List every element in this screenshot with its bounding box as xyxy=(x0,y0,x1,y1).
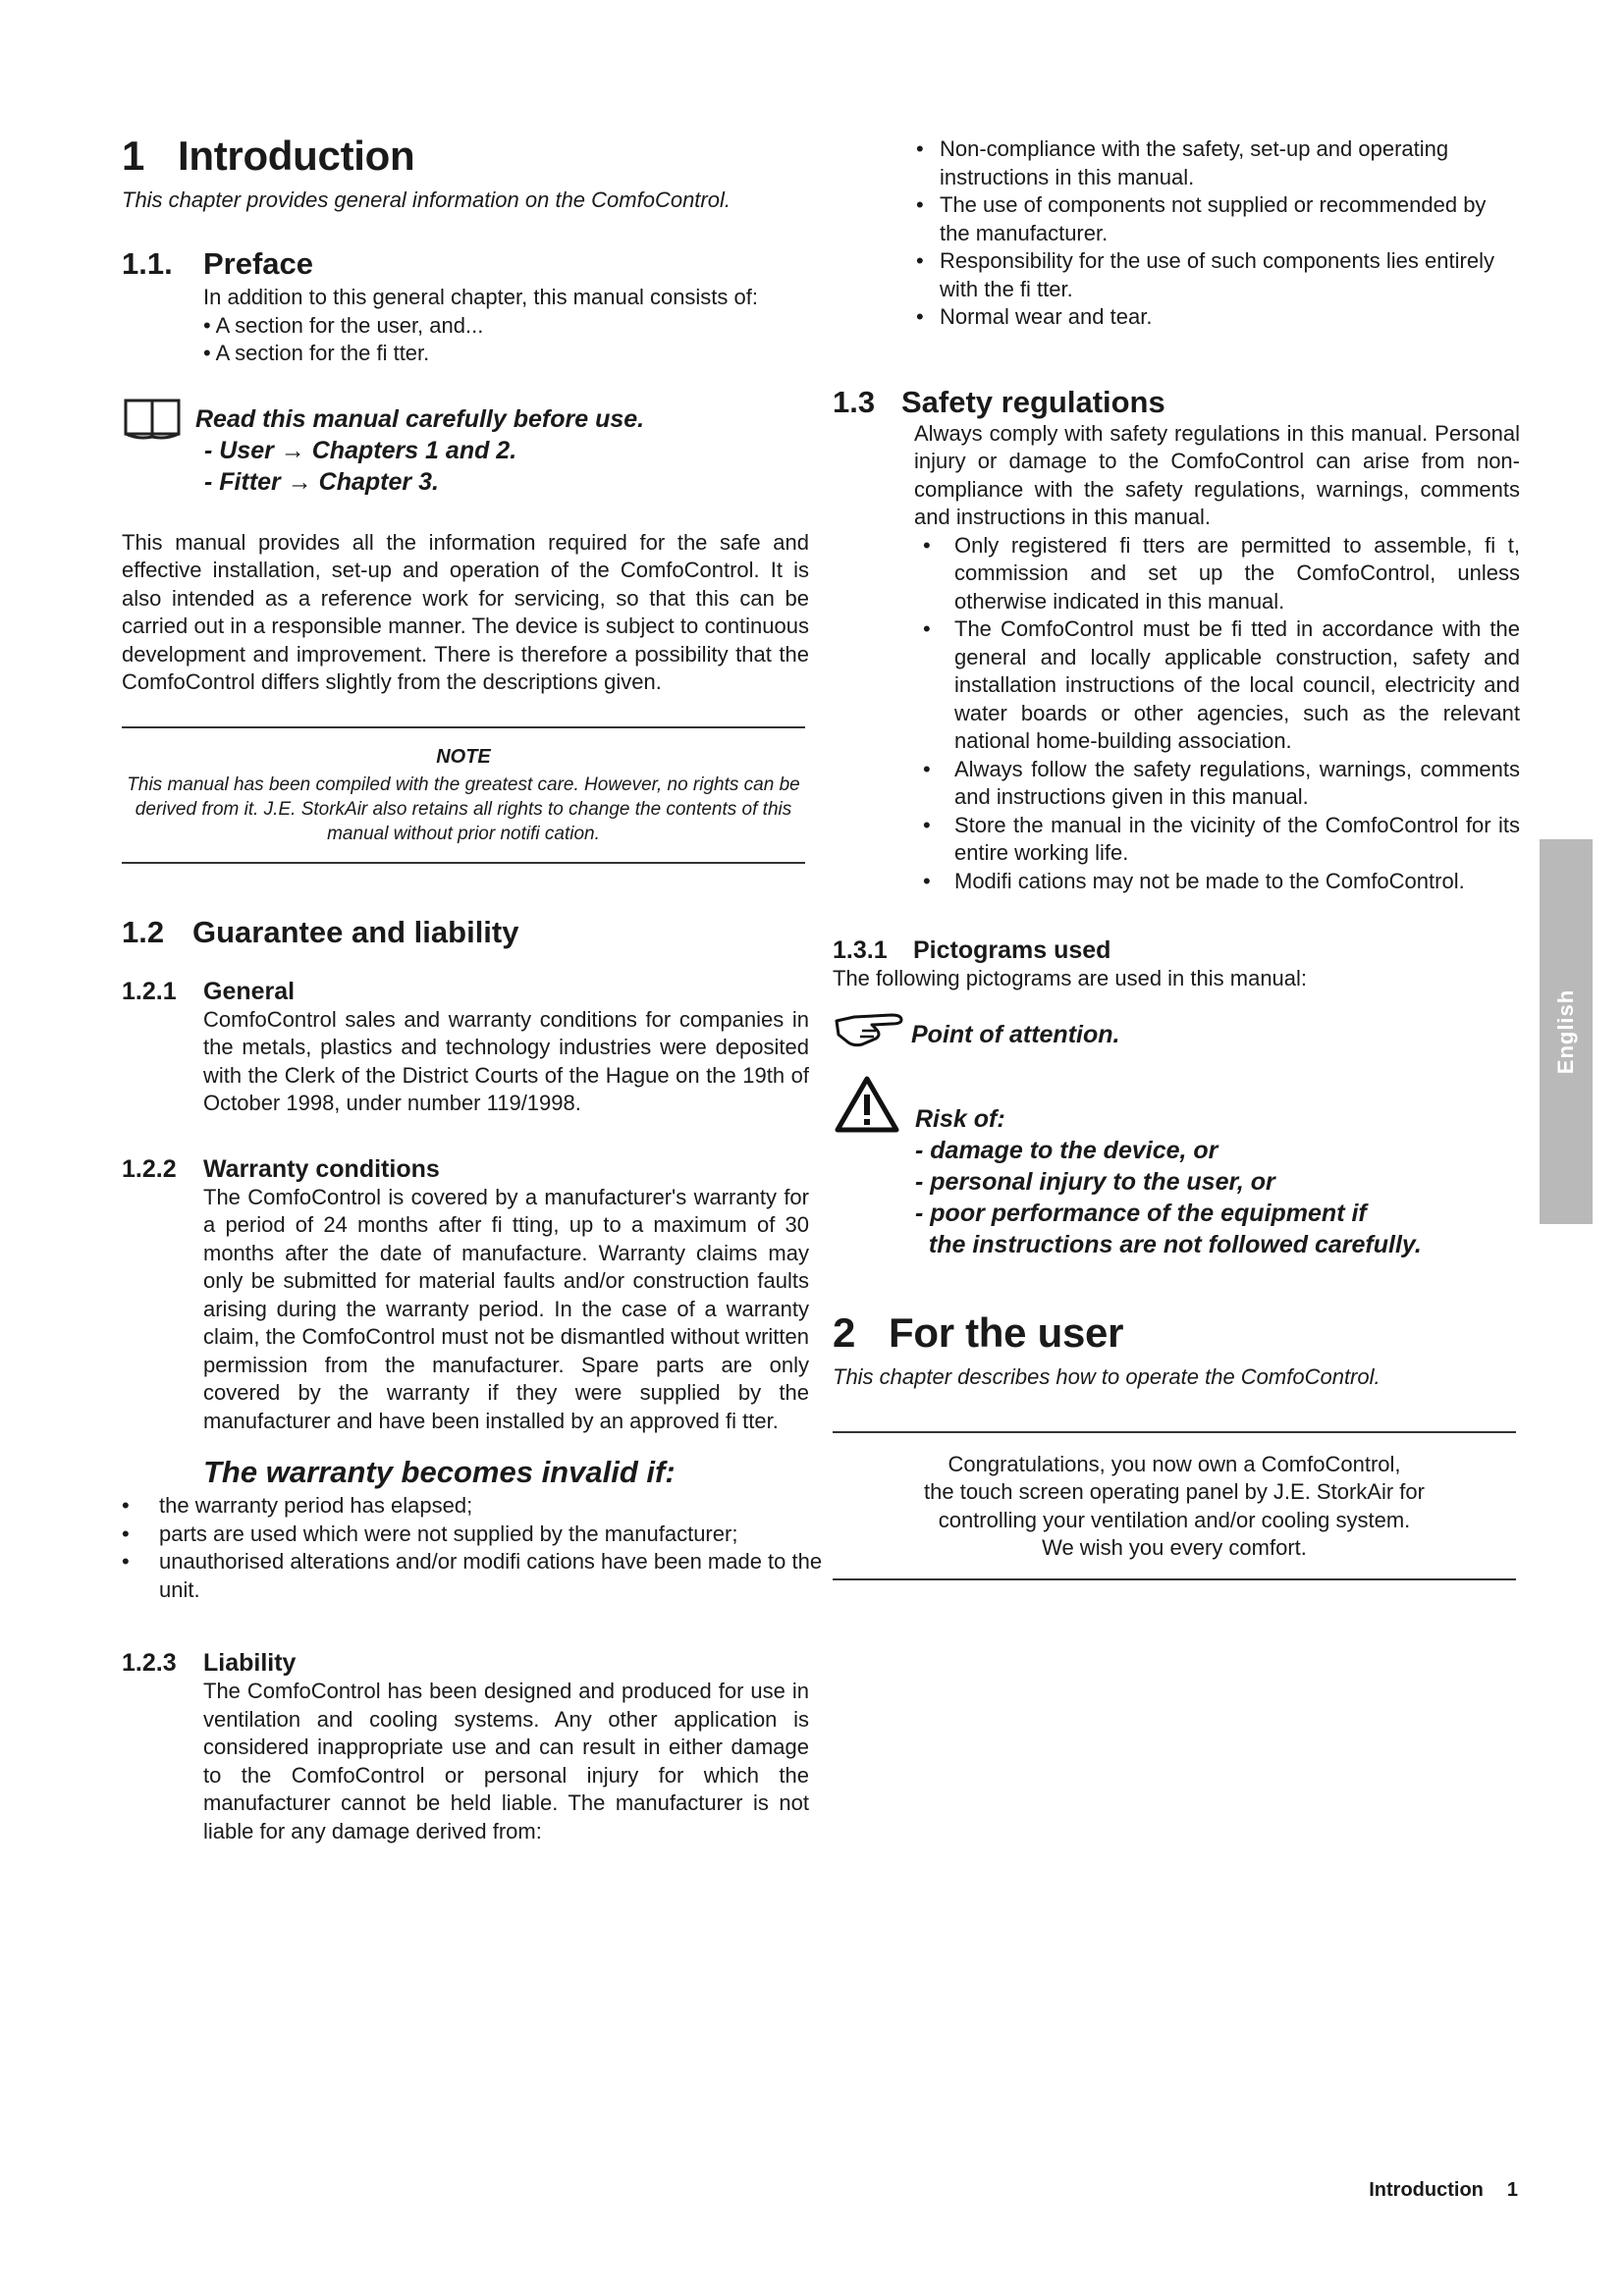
safety-item: • Modifi cations may not be made to the ComfoControl. xyxy=(923,868,1520,896)
congrats-line: controlling your ventilation and/or cooling system. xyxy=(938,1507,1411,1532)
left-column xyxy=(122,133,823,1845)
preface-text: In addition to this general chapter, this manual consists of: xyxy=(203,285,758,309)
footer-section: Introduction xyxy=(1369,2179,1484,2201)
safety-item: • Only registered fi tters are permitted to assemble, fi t, commission and set up the ComfoControl, unless otherwise indicated in this manual. xyxy=(923,532,1520,616)
invalid-item: • the warranty period has elapsed; xyxy=(122,1492,809,1521)
liability-heading: 1.2.3 Liability xyxy=(122,1649,297,1677)
congrats-box xyxy=(833,1431,1516,1580)
page-number: 1 xyxy=(1506,2179,1518,2201)
liability-item: • Non-compliance with the safety, set-up and operating instructions in this manual. xyxy=(916,135,1520,191)
risk-row xyxy=(833,1076,1520,1262)
preface-heading: 1.1. Preface xyxy=(122,246,314,281)
general-heading: 1.2.1 General xyxy=(122,977,296,1005)
risk-item: - personal injury to the user, or xyxy=(915,1167,1275,1196)
warning-icon xyxy=(835,1076,899,1133)
safety-heading: 1.3 Safety regulations xyxy=(833,384,1165,419)
risk-item: - damage to the device, or xyxy=(915,1136,1218,1164)
read-notice-line1: Read this manual carefully before use. xyxy=(195,404,645,433)
safety-text: Always comply with safety regulations in this manual. Personal injury or damage to the ComfoControl can arise from non-compliance with the safety regulations, warnings, comments and instructions in this manual. xyxy=(914,420,1520,529)
risk-title: Risk of: xyxy=(915,1104,1005,1133)
note-title: NOTE xyxy=(436,745,491,768)
warranty-heading: 1.2.2 Warranty conditions xyxy=(122,1154,440,1183)
invalid-list xyxy=(122,1492,823,1604)
chapter-1-heading: 1 Introduction xyxy=(122,133,415,179)
read-notice xyxy=(122,398,809,504)
attention-label: Point of attention. xyxy=(911,1020,1120,1048)
language-tab xyxy=(1540,839,1593,1224)
liability-list xyxy=(833,135,1520,332)
invalid-item: • unauthorised alterations and/or modifi cations have been made to the unit. xyxy=(122,1548,846,1604)
warranty-text: The ComfoControl is covered by a manufacturer's warranty for a period of 24 months after fi tting, up to a maximum of 30 months after the date of manufacture. Warranty claims may only be submitted for material faults and/or construction faults arising during the warranty period. In the case of a warranty claim, the ComfoControl must not be dismantled without written permission from the manufacturer. Spare parts are only covered by the warranty if they were supplied by the manufacturer and have been installed by an approved fi tter. xyxy=(203,1184,809,1433)
read-notice-line2: - User → Chapters 1 and 2. xyxy=(204,436,517,464)
pictograms-text: The following pictograms are used in this manual: xyxy=(833,966,1308,990)
language-tab-label: English xyxy=(1553,988,1578,1075)
safety-list xyxy=(923,532,1520,896)
chapter-1-subtitle: This chapter provides general information on the ComfoControl. xyxy=(122,187,731,212)
liability-text: The ComfoControl has been designed and produced for use in ventilation and cooling systems. Any other application is considered inappropriate use and can result in either damage to the ComfoControl or personal injury for which the manufacturer cannot be held liable. The manufacturer is not liable for any damage derived from: xyxy=(203,1679,809,1843)
page-footer xyxy=(1369,2179,1518,2202)
invalid-item: • parts are used which were not supplied by the manufacturer; xyxy=(122,1521,778,1549)
pointing-hand-icon xyxy=(833,1009,909,1050)
attention-row xyxy=(833,1007,1520,1074)
risk-item: - poor performance of the equipment if xyxy=(915,1199,1367,1227)
note-box xyxy=(122,726,805,864)
guarantee-heading: 1.2 Guarantee and liability xyxy=(122,914,519,949)
note-text: This manual has been compiled with the greatest care. However, no rights can be derived from it. J.E. StorkAir also retains all rights to change the contents of this manual without prior notifi cation. xyxy=(127,774,800,844)
chapter-2-subtitle: This chapter describes how to operate the ComfoControl. xyxy=(833,1363,1380,1389)
preface-item: • A section for the user, and... xyxy=(203,312,484,338)
general-text: ComfoControl sales and warranty conditions for companies in the metals, plastics and technology industries were deposited with the Clerk of the District Courts of the Hague on the 19th of October 1998, under number 119/1998. xyxy=(203,1006,809,1115)
pictograms-heading: 1.3.1 Pictograms used xyxy=(833,936,1111,964)
right-column xyxy=(833,135,1520,1580)
read-notice-line3: - Fitter → Chapter 3. xyxy=(204,467,439,496)
safety-item: • Always follow the safety regulations, warnings, comments and instructions given in this manual. xyxy=(923,756,1520,812)
preface-item: • A section for the fi tter. xyxy=(203,341,430,365)
liability-item: • Normal wear and tear. xyxy=(916,303,1520,332)
congrats-line: We wish you every comfort. xyxy=(1042,1535,1307,1560)
chapter-2-heading: 2 For the user xyxy=(833,1308,1124,1356)
book-icon xyxy=(123,398,182,441)
safety-item: • The ComfoControl must be fi tted in accordance with the general and locally applicable construction, safety and installation instructions of the local council, electricity and water boards or other agencies, such as the relevant national home-building association. xyxy=(923,615,1520,756)
safety-item: • Store the manual in the vicinity of the ComfoControl for its entire working life. xyxy=(923,812,1520,868)
liability-item: • The use of components not supplied or recommended by the manufacturer. xyxy=(916,191,1520,247)
congrats-line: Congratulations, you now own a ComfoControl, xyxy=(947,1451,1401,1476)
liability-item: • Responsibility for the use of such components lies entirely with the fi tter. xyxy=(916,247,1520,303)
manual-paragraph: This manual provides all the information required for the safe and effective installation, set-up and operation of the ComfoControl. It is also intended as a reference work for servicing, so that this can be carried out in a responsible manner. The device is subject to continuous development and improvement. There is therefore a possibility that the ComfoControl differs slightly from the descriptions given. xyxy=(122,529,809,694)
invalid-heading: The warranty becomes invalid if: xyxy=(203,1455,676,1489)
risk-item: the instructions are not followed carefully. xyxy=(915,1230,1422,1258)
congrats-line: the touch screen operating panel by J.E. StorkAir for xyxy=(924,1479,1425,1504)
